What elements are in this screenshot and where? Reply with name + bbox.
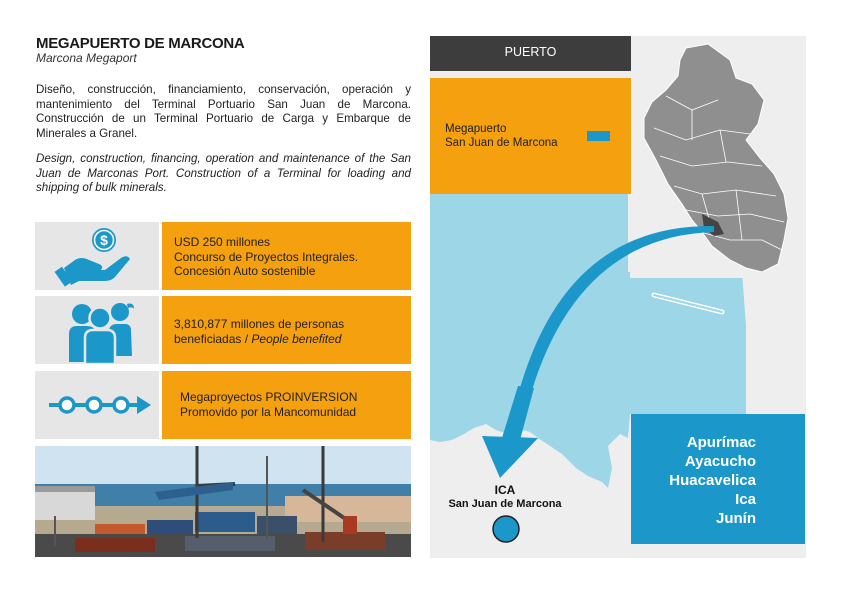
- map-legend-line1: Megapuerto: [445, 123, 507, 135]
- map-legend-swatch: [587, 131, 610, 141]
- page-title: MEGAPUERTO DE MARCONA: [36, 35, 245, 52]
- port-photo: [35, 446, 411, 557]
- stat-icon-panel-people: [35, 296, 159, 364]
- port-cranes-photo: [35, 446, 411, 557]
- regions-box: [631, 414, 805, 544]
- people-icon: [35, 296, 159, 364]
- map-header-puerto: PUERTO: [430, 36, 631, 71]
- location-label-marcona: San Juan de Marcona: [448, 498, 562, 510]
- stat-icon-panel-proinversion: [35, 371, 159, 439]
- description-english: Design, construction, financing, operation and maintenance of the San Juan de Marconas Port. Construction of a Terminal for loading and shipping of bulk minerals.: [36, 152, 411, 195]
- map-legend-line2: San Juan de Marcona: [445, 137, 558, 149]
- region-item: Ayacucho: [684, 453, 756, 470]
- location-label-ica: ICA: [494, 483, 516, 497]
- svg-text:$: $: [100, 232, 108, 248]
- stat-box-investment: [162, 222, 411, 290]
- stat-proinversion-line1: Megaproyectos PROINVERSION: [180, 390, 358, 404]
- region-item: Apurímac: [686, 434, 756, 451]
- stat-people-line2-english: People benefited: [251, 331, 342, 346]
- money-hand-icon: [35, 222, 159, 290]
- stat-investment-line2: Concurso de Proyectos Integrales.: [174, 249, 359, 264]
- stat-proinversion-line2: Promovido por la Mancomunidad: [180, 404, 357, 419]
- stat-icon-panel-investment: [35, 222, 159, 290]
- region-item: Junín: [716, 510, 756, 527]
- stat-investment-line3: Concesión Auto sostenible: [174, 264, 316, 279]
- stat-box-proinversion: [162, 371, 411, 439]
- stat-people-line2: [174, 332, 411, 347]
- stat-investment-line1: USD 250 millones: [174, 235, 271, 249]
- process-arrow-icon: [35, 371, 159, 439]
- map-legend-label: [445, 122, 558, 150]
- stat-people-line1: 3,810,877 millones de personas: [174, 317, 345, 331]
- stat-box-people: [162, 296, 411, 364]
- stat-people-line2-plain: beneficiadas /: [174, 331, 252, 346]
- description-spanish: Diseño, construcción, financiamiento, conservación, operación y mantenimiento del Terminal Portuario San Juan de Marcona. Construcción de un Terminal Portuario de Carga y Embarque de Minerales a Granel.: [36, 83, 411, 140]
- region-item: Ica: [735, 491, 756, 508]
- page-subtitle: Marcona Megaport: [36, 51, 137, 65]
- region-item: Huacavelica: [669, 472, 756, 489]
